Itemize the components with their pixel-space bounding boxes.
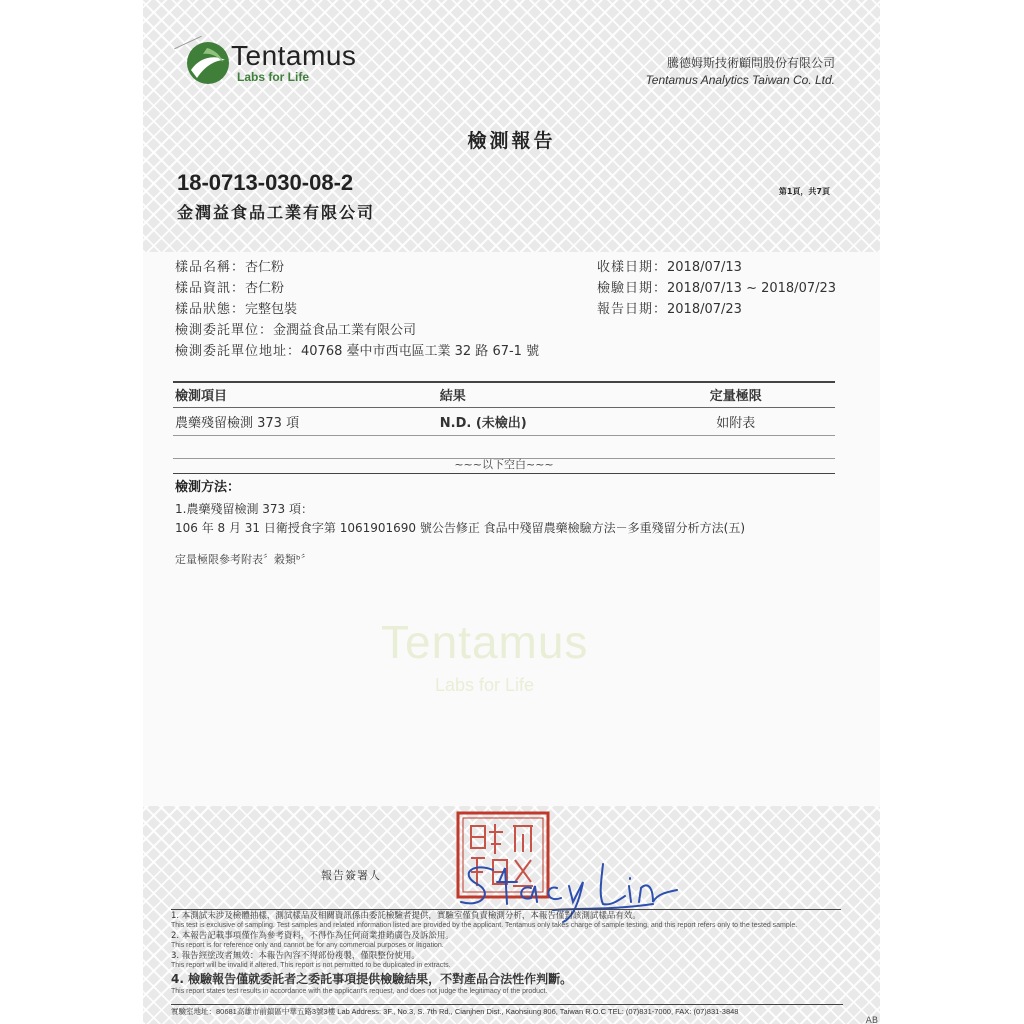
info-value: 杏仁粉: [245, 281, 285, 296]
sample-info-row: [175, 278, 539, 299]
info-value: 40768 臺中市西屯區工業 32 路 67-1 號: [301, 344, 540, 359]
method-title: 檢測方法：: [175, 480, 241, 495]
method-line: 106 年 8 月 31 日衛授食字第 1061901690 號公告修正 食品中殘留農藥檢驗方法－多重殘留分析方法(五): [175, 521, 746, 535]
company-name-en: Tentamus Analytics Taiwan Co. Ltd.: [645, 73, 835, 87]
report-notes: [171, 909, 841, 997]
logo-name: Tentamus: [231, 40, 357, 71]
note-en: This test is exclusive of sampling. Test samples and related information listed are provided by the applicant. Tentamus only takes charge of sample testing, and this report refers only to the tested sample.: [171, 922, 798, 929]
header-loq: 定量極限: [636, 382, 835, 408]
date-value: 2018/07/23: [667, 302, 742, 317]
leaf-logo-icon: [185, 40, 231, 86]
note-en: This report is for reference only and cannot be for any commercial purposes or litigation.: [171, 942, 444, 949]
sample-info-row: [175, 299, 539, 320]
note-zh: 4. 檢驗報告僅就委託者之委託事項提供檢驗結果，不對產品合法性作判斷。: [171, 972, 573, 986]
table-header-row: [173, 382, 835, 408]
info-label: 檢測委託單位：: [175, 323, 274, 338]
method-note: 定量極限參考附表〞穀類ᵇ〞: [175, 553, 312, 566]
header-result: 結果: [438, 382, 637, 408]
method-text: [175, 500, 745, 538]
note-en: This report will be invalid if altered. This report is not permitted to be duplicated in extracts.: [171, 962, 451, 969]
results-table: [173, 381, 835, 459]
date-label: 收樣日期：: [597, 260, 668, 275]
signer-label: 報告簽署人: [321, 869, 381, 882]
note-zh: 2. 本報告記載事項僅作為參考資料，不得作為任何商業推銷廣告及訴訟用。: [171, 931, 454, 941]
date-row: [597, 257, 836, 278]
report-number: 18-0713-030-08-2: [177, 170, 354, 195]
sample-info-row: [175, 257, 539, 278]
date-row: [597, 299, 836, 320]
watermark-name: Tentamus: [381, 616, 589, 668]
tentamus-logo: [185, 40, 356, 86]
info-value: 杏仁粉: [245, 260, 285, 275]
table-row: [173, 408, 835, 436]
info-label: 樣品資訊：: [175, 281, 246, 296]
date-info: [597, 257, 836, 320]
date-label: 報告日期：: [597, 302, 668, 317]
sample-info-row: [175, 320, 539, 341]
corner-mark: AB: [865, 1016, 878, 1024]
sample-info: [175, 257, 539, 362]
date-label: 檢驗日期：: [597, 281, 668, 296]
header-test-item: 檢測項目: [173, 382, 438, 408]
info-label: 檢測委託單位地址：: [175, 344, 302, 359]
blank-below-marker: ~~~以下空白~~~: [173, 456, 835, 474]
lab-address-footer: 實驗室地址：80681高雄市前鎮區中華五路3號3樓 Lab Address: 3F., No.3, S. 7th Rd., Cianjhen Dist., Kaohsiung 806, Taiwan R.O.C TEL: (07)831-7000, FAX: (07)831-3848: [171, 1004, 843, 1017]
cell-loq: 如附表: [636, 408, 835, 436]
method-line: 1.農藥殘留檢測 373 項：: [175, 502, 313, 516]
client-name: 金潤益食品工業有限公司: [177, 203, 376, 222]
info-value: 完整包裝: [245, 302, 298, 317]
report-page: [143, 0, 880, 1024]
cell-test-item: 農藥殘留檢測 373 項: [173, 408, 438, 436]
info-label: 樣品狀態：: [175, 302, 246, 317]
date-value: 2018/07/13 ~ 2018/07/23: [667, 281, 837, 296]
company-block: [646, 55, 835, 89]
page-number: 第1頁，共7頁: [778, 187, 830, 196]
info-label: 樣品名稱：: [175, 260, 246, 275]
watermark-tagline: Labs for Life: [435, 675, 535, 695]
note-zh: 3. 報告經塗改者無效：本報告內容不得部份複製，僅限整份使用。: [171, 951, 420, 961]
date-row: [597, 278, 836, 299]
report-title: 檢測報告: [467, 130, 556, 152]
sample-info-row: [175, 341, 539, 362]
company-name-zh: 騰德姆斯技術顧問股份有限公司: [666, 56, 835, 70]
note-en: This report states test results in accordance with the applicant's request, and does not judge the legitimacy of the product.: [171, 988, 548, 995]
date-value: 2018/07/13: [667, 260, 742, 275]
note-zh: 1. 本測試未涉及檢體抽樣，測試樣品及相關資訊係由委託檢驗者提供，實驗室僅負責檢測分析，本報告僅對該測試樣品有效。: [171, 911, 641, 921]
logo-tagline: Labs for Life: [237, 70, 310, 84]
info-value: 金潤益食品工業有限公司: [273, 323, 417, 338]
cell-result: N.D. (未檢出): [438, 408, 637, 436]
